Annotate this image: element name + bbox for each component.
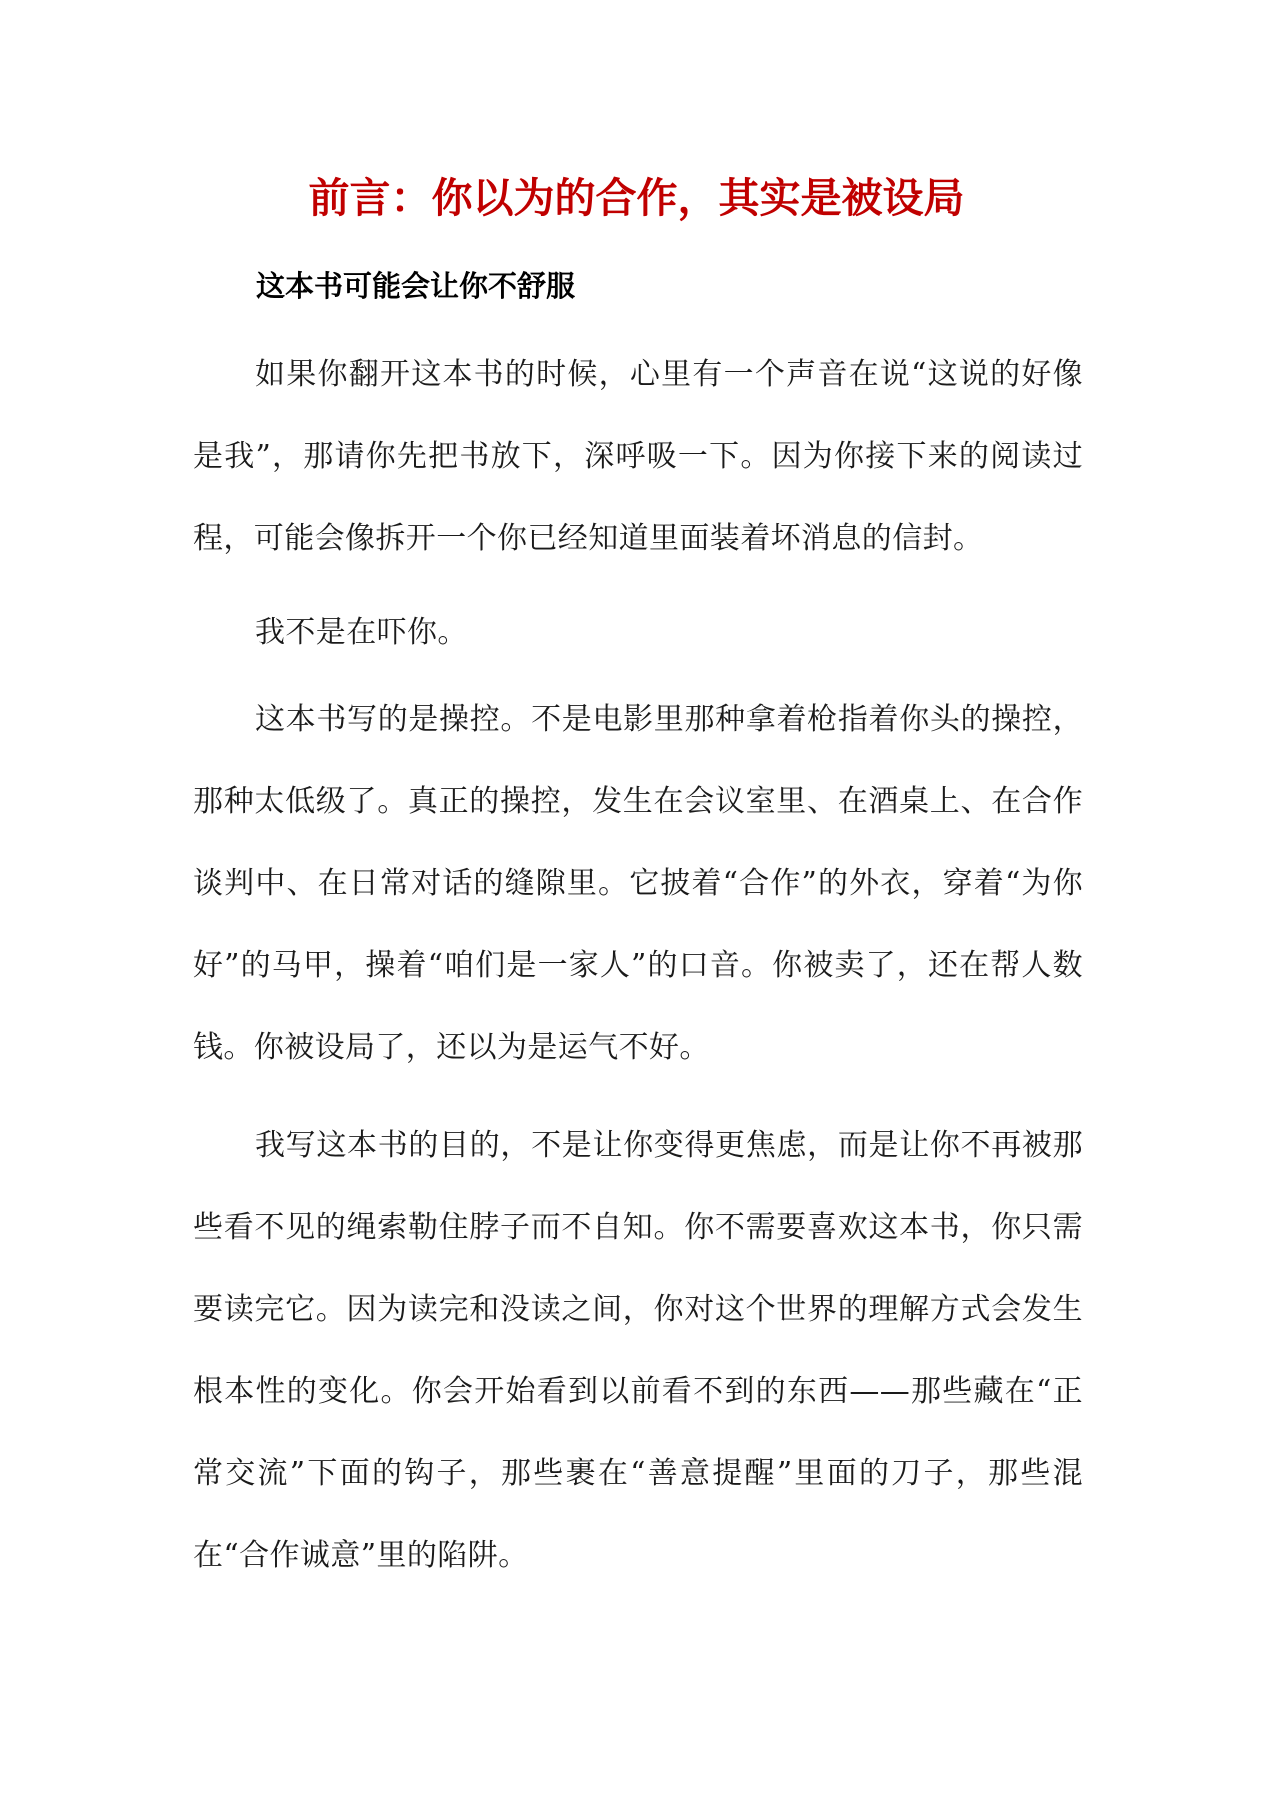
paragraph-4: 我写这本书的目的，不是让你变得更焦虑，而是让你不再被那些看不见的绳索勒住脖子而不自知。你不需要喜欢这本书，你只需要读完它。因为读完和没读之间，你对这个世界的理解方式会发生根本性的变化。你会开始看到以前看不到的东西——那些藏在“正常交流”下面的钩子，那些裹在“善意提醒”里面的刀子，那些混在“合作诚意”里的陷阱。 — [193, 1128, 1083, 1573]
page-title: 前言：你以为的合作，其实是被设局 — [308, 174, 965, 222]
paragraph-3: 这本书写的是操控。不是电影里那种拿着枪指着你头的操控，那种太低级了。真正的操控，发生在会议室里、在酒桌上、在合作谈判中、在日常对话的缝隙里。它披着“合作”的外衣，穿着“为你好”的马甲，操着“咱们是一家人”的口音。你被卖了，还在帮人数钱。你被设局了，还以为是运气不好。 — [193, 702, 1083, 1065]
section-subtitle: 这本书可能会让你不舒服 — [256, 269, 576, 303]
paragraph-2: 我不是在吓你。 — [255, 615, 468, 650]
paragraph-1: 如果你翻开这本书的时候，心里有一个声音在说“这说的好像是我”，那请你先把书放下，深呼吸一下。因为你接下来的阅读过程，可能会像拆开一个你已经知道里面装着坏消息的信封。 — [193, 357, 1083, 556]
